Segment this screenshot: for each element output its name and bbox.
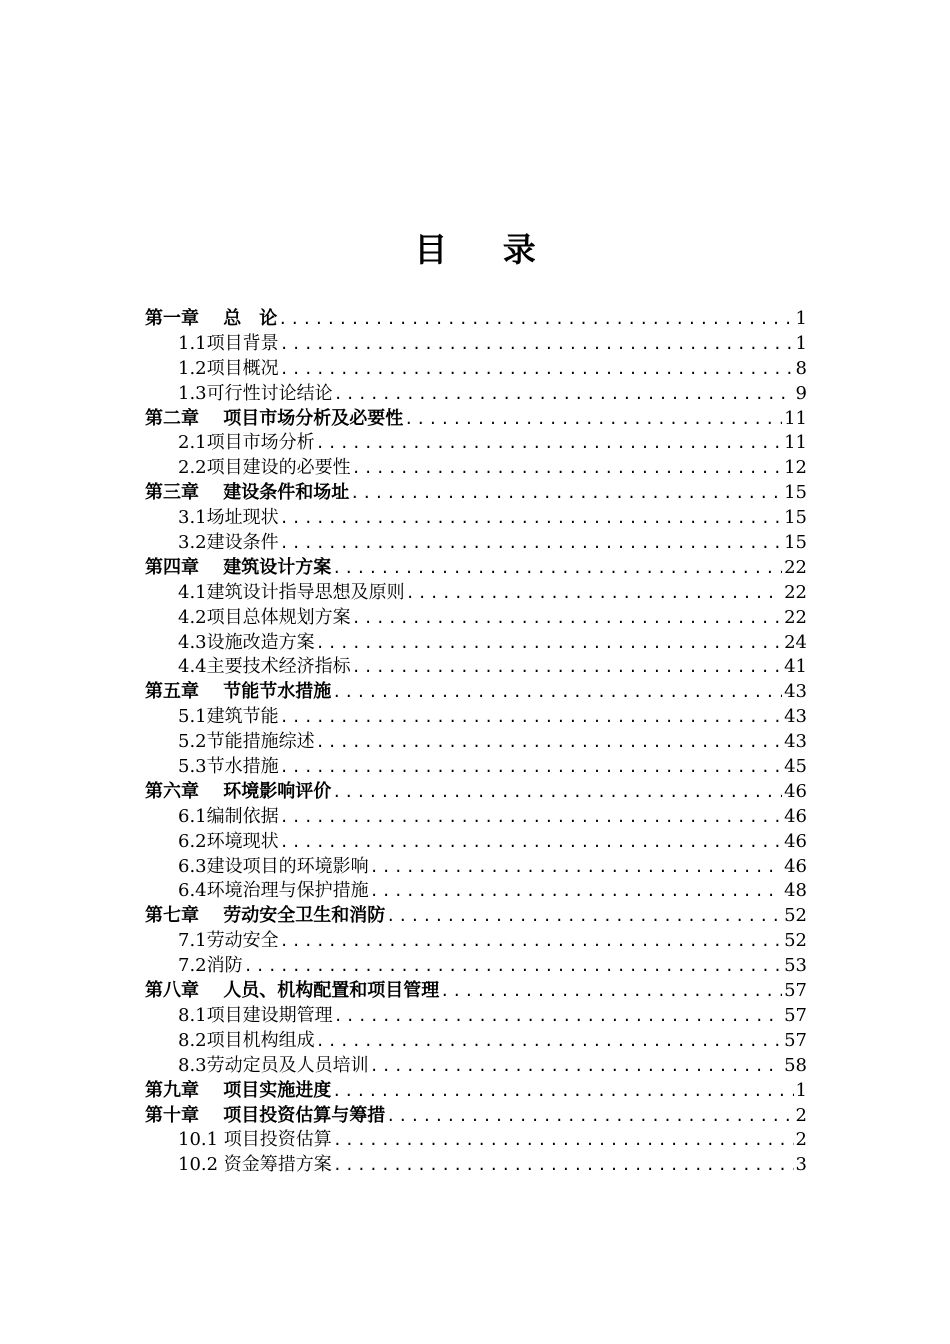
toc-entry-label: 4.2项目总体规划方案 xyxy=(178,606,351,628)
toc-entry-label: 3.2建设条件 xyxy=(178,532,279,554)
toc-dot-leader xyxy=(280,755,782,780)
toc-entry-label: 4.3设施改造方案 xyxy=(178,631,315,653)
toc-chapter-entry[interactable] xyxy=(145,556,807,581)
toc-section-entry[interactable] xyxy=(145,705,807,730)
toc-section-entry[interactable] xyxy=(145,506,807,531)
toc-entry-label: 第二章 项目市场分析及必要性 xyxy=(145,407,404,429)
toc-dot-leader xyxy=(280,506,782,531)
toc-dot-leader xyxy=(316,631,782,656)
toc-page-number: 11 xyxy=(784,407,807,429)
toc-dot-leader xyxy=(370,855,782,880)
toc-dot-leader xyxy=(352,655,782,680)
toc-entry-label: 第五章 节能节水措施 xyxy=(145,681,332,703)
toc-section-entry[interactable] xyxy=(145,431,807,456)
toc-dot-leader xyxy=(334,382,794,407)
toc-dot-leader xyxy=(280,929,782,954)
toc-entry-label: 6.4环境治理与保护措施 xyxy=(178,880,369,902)
page-title: 目 录 xyxy=(414,230,558,269)
toc-dot-leader xyxy=(280,705,782,730)
toc-entry-label: 6.3建设项目的环境影响 xyxy=(178,855,369,877)
toc-section-entry[interactable] xyxy=(145,581,807,606)
toc-page-number: 12 xyxy=(784,457,807,479)
toc-entry-label: 6.1编制依据 xyxy=(178,805,279,827)
toc-dot-leader xyxy=(333,1128,794,1153)
toc-dot-leader xyxy=(350,481,782,506)
toc-entry-label: 10.2 资金筹措方案 xyxy=(178,1154,332,1176)
toc-entry-label: 1.2项目概况 xyxy=(178,357,279,379)
toc-entry-label: 10.1 项目投资估算 xyxy=(178,1129,332,1151)
toc-page-number: 57 xyxy=(784,1029,807,1051)
table-of-contents xyxy=(145,307,807,1178)
toc-entry-label: 6.2环境现状 xyxy=(178,830,279,852)
toc-chapter-entry[interactable] xyxy=(145,680,807,705)
toc-page-number: 41 xyxy=(784,656,807,678)
toc-page-number: 1 xyxy=(795,1079,807,1101)
toc-page-number: 43 xyxy=(784,731,807,753)
toc-entry-label: 8.2项目机构组成 xyxy=(178,1029,315,1051)
toc-dot-leader xyxy=(352,456,782,481)
toc-page-number: 2 xyxy=(795,1129,807,1151)
toc-entry-label: 5.3节水措施 xyxy=(178,756,279,778)
toc-page-number: 9 xyxy=(795,382,807,404)
toc-dot-leader xyxy=(440,979,782,1004)
toc-entry-label: 第四章 建筑设计方案 xyxy=(145,556,332,578)
toc-dot-leader xyxy=(332,556,782,581)
toc-dot-leader xyxy=(332,1079,793,1104)
toc-dot-leader xyxy=(244,954,782,979)
toc-entry-label: 第三章 建设条件和场址 xyxy=(145,482,350,504)
toc-entry-label: 2.1项目市场分析 xyxy=(178,432,315,454)
toc-page-number: 15 xyxy=(784,482,807,504)
toc-dot-leader xyxy=(370,879,782,904)
toc-dot-leader xyxy=(370,1054,782,1079)
toc-dot-leader xyxy=(332,680,782,705)
toc-page-number: 52 xyxy=(784,930,807,952)
toc-section-entry[interactable] xyxy=(145,855,807,880)
toc-dot-leader xyxy=(316,1029,782,1054)
toc-page-number: 52 xyxy=(784,905,807,927)
toc-chapter-entry[interactable] xyxy=(145,307,807,332)
toc-section-entry[interactable] xyxy=(145,606,807,631)
toc-entry-label: 第十章 项目投资估算与筹措 xyxy=(145,1104,386,1126)
toc-page-number: 8 xyxy=(795,357,807,379)
toc-entry-label: 第八章 人员、机构配置和项目管理 xyxy=(145,980,440,1002)
toc-section-entry[interactable] xyxy=(145,730,807,755)
toc-entry-label: 7.2消防 xyxy=(178,955,243,977)
toc-entry-label: 3.1场址现状 xyxy=(178,507,279,529)
toc-page-number: 1 xyxy=(795,332,807,354)
toc-entry-label: 5.2节能措施综述 xyxy=(178,731,315,753)
toc-page-number: 43 xyxy=(784,706,807,728)
toc-dot-leader xyxy=(280,830,782,855)
toc-entry-label: 2.2项目建设的必要性 xyxy=(178,457,351,479)
toc-page-number: 22 xyxy=(784,556,807,578)
toc-section-entry[interactable] xyxy=(145,1153,807,1178)
toc-page-number: 15 xyxy=(784,532,807,554)
toc-dot-leader xyxy=(280,805,782,830)
toc-dot-leader xyxy=(280,531,782,556)
toc-dot-leader xyxy=(404,407,782,432)
toc-section-entry[interactable] xyxy=(145,1004,807,1029)
toc-entry-label: 第六章 环境影响评价 xyxy=(145,780,332,802)
toc-chapter-entry[interactable] xyxy=(145,904,807,929)
toc-entry-label: 第七章 劳动安全卫生和消防 xyxy=(145,905,386,927)
toc-page-number: 57 xyxy=(784,980,807,1002)
toc-page-number: 3 xyxy=(795,1154,807,1176)
toc-section-entry[interactable] xyxy=(145,456,807,481)
toc-dot-leader xyxy=(332,780,782,805)
toc-dot-leader xyxy=(386,904,782,929)
toc-section-entry[interactable] xyxy=(145,531,807,556)
toc-dot-leader xyxy=(280,332,794,357)
toc-dot-leader xyxy=(316,431,782,456)
toc-section-entry[interactable] xyxy=(145,830,807,855)
toc-dot-leader xyxy=(406,581,782,606)
toc-page-number: 46 xyxy=(784,805,807,827)
toc-section-entry[interactable] xyxy=(145,631,807,656)
toc-entry-label: 1.1项目背景 xyxy=(178,332,279,354)
toc-entry-label: 7.1劳动安全 xyxy=(178,930,279,952)
toc-chapter-entry[interactable] xyxy=(145,1104,807,1129)
toc-chapter-entry[interactable] xyxy=(145,1079,807,1104)
toc-page-number: 22 xyxy=(784,581,807,603)
toc-page-number: 53 xyxy=(784,955,807,977)
toc-section-entry[interactable] xyxy=(145,332,807,357)
toc-section-entry[interactable] xyxy=(145,954,807,979)
toc-section-entry[interactable] xyxy=(145,805,807,830)
toc-section-entry[interactable] xyxy=(145,1054,807,1079)
toc-entry-label: 4.4主要技术经济指标 xyxy=(178,656,351,678)
toc-dot-leader xyxy=(352,606,782,631)
toc-entry-label: 第九章 项目实施进度 xyxy=(145,1079,332,1101)
toc-chapter-entry[interactable] xyxy=(145,481,807,506)
toc-section-entry[interactable] xyxy=(145,1029,807,1054)
toc-entry-label: 第一章 总 论 xyxy=(145,308,278,329)
toc-page-number: 2 xyxy=(795,1104,807,1126)
toc-section-entry[interactable] xyxy=(145,1128,807,1153)
toc-page-number: 11 xyxy=(784,432,807,454)
toc-page-number: 57 xyxy=(784,1004,807,1026)
toc-dot-leader xyxy=(333,1153,794,1178)
toc-chapter-entry[interactable] xyxy=(145,979,807,1004)
toc-chapter-entry[interactable] xyxy=(145,407,807,432)
toc-section-entry[interactable] xyxy=(145,357,807,382)
toc-section-entry[interactable] xyxy=(145,755,807,780)
toc-entry-label: 1.3可行性讨论结论 xyxy=(178,382,333,404)
toc-entry-label: 5.1建筑节能 xyxy=(178,706,279,728)
toc-dot-leader xyxy=(334,1004,782,1029)
toc-page-number: 46 xyxy=(784,780,807,802)
toc-entry-label: 4.1建筑设计指导思想及原则 xyxy=(178,581,405,603)
toc-dot-leader xyxy=(316,730,782,755)
toc-entry-label: 8.1项目建设期管理 xyxy=(178,1004,333,1026)
toc-page-number: 43 xyxy=(784,681,807,703)
toc-page-number: 1 xyxy=(795,308,807,329)
toc-section-entry[interactable] xyxy=(145,655,807,680)
toc-page-number: 58 xyxy=(784,1054,807,1076)
toc-dot-leader xyxy=(386,1104,793,1129)
toc-page-number: 45 xyxy=(784,756,807,778)
toc-section-entry[interactable] xyxy=(145,929,807,954)
toc-entry-label: 8.3劳动定员及人员培训 xyxy=(178,1054,369,1076)
toc-page-number: 24 xyxy=(784,631,807,653)
toc-page-number: 48 xyxy=(784,880,807,902)
toc-section-entry[interactable] xyxy=(145,879,807,904)
toc-page-number: 15 xyxy=(784,507,807,529)
toc-page-number: 22 xyxy=(784,606,807,628)
toc-dot-leader xyxy=(280,357,794,382)
toc-dot-leader xyxy=(278,307,793,332)
toc-page-number: 46 xyxy=(784,830,807,852)
toc-page-number: 46 xyxy=(784,855,807,877)
toc-section-entry[interactable] xyxy=(145,382,807,407)
toc-chapter-entry[interactable] xyxy=(145,780,807,805)
